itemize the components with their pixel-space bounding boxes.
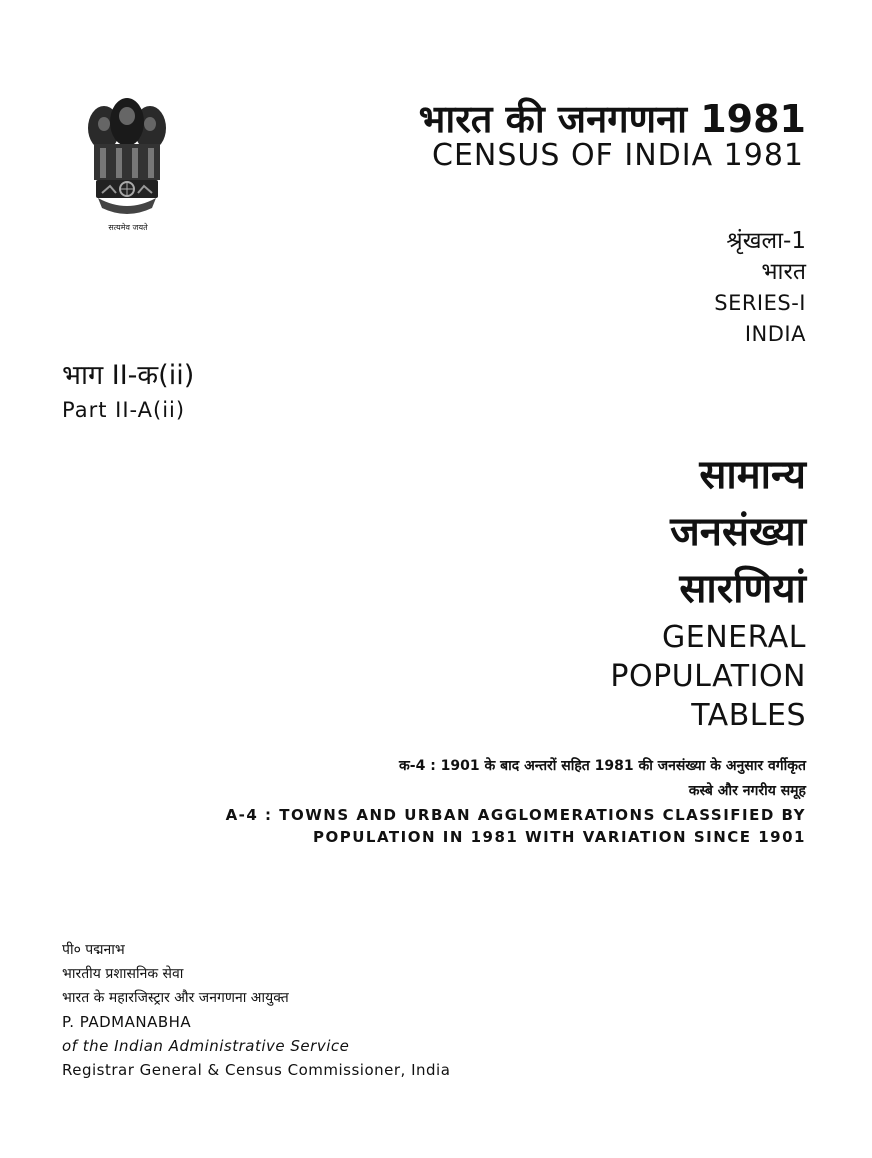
table-subtitle — [226, 754, 806, 848]
volume-title — [610, 447, 806, 735]
volume-title-hindi-line1: सामान्य — [699, 452, 806, 498]
series-hindi: श्रृंखला-1 — [726, 228, 806, 254]
author-designation-english: Registrar General & Census Commissioner, India — [62, 1061, 451, 1079]
volume-title-english-line3: TABLES — [691, 698, 806, 733]
table-subtitle-english-line2: POPULATION IN 1981 WITH VARIATION SINCE 1901 — [312, 828, 806, 846]
author-service-hindi: भारतीय प्रशासनिक सेवा — [62, 966, 184, 982]
part-english: Part II-A(ii) — [62, 398, 186, 422]
title-hindi: भारत की जनगणना 1981 — [418, 97, 806, 141]
volume-title-hindi-line2: जनसंख्या — [670, 509, 806, 555]
author-name-english: P. PADMANABHA — [62, 1013, 192, 1031]
volume-title-english-line2: POPULATION — [610, 659, 806, 694]
table-subtitle-hindi-line2: कस्बे और नगरीय समूह — [688, 783, 806, 799]
title-english: CENSUS OF INDIA 1981 — [432, 138, 804, 173]
country-english: INDIA — [744, 322, 806, 346]
author-block — [62, 938, 450, 1082]
part-hindi: भाग II-क(ii) — [62, 360, 195, 391]
table-subtitle-hindi-line1: क-4 : 1901 के बाद अन्तरों सहित 1981 की जनसंख्या के अनुसार वर्गीकृत — [399, 758, 806, 774]
author-designation-hindi: भारत के महारजिस्ट्रार और जनगणना आयुक्त — [62, 990, 289, 1006]
author-name-hindi: पी० पद्मनाभ — [62, 942, 125, 958]
table-subtitle-english-line1: A-4 : TOWNS AND URBAN AGGLOMERATIONS CLASSIFIED BY — [225, 806, 806, 824]
author-service-english: of the Indian Administrative Service — [62, 1037, 350, 1055]
series-english: SERIES-I — [714, 291, 806, 315]
volume-title-hindi-line3: सारणियां — [679, 566, 806, 612]
series-block — [714, 226, 806, 350]
emblem-motto: सत्यमेव जयते — [108, 223, 148, 232]
volume-title-english-line1: GENERAL — [662, 620, 806, 655]
part-block — [62, 358, 194, 428]
country-hindi: भारत — [761, 259, 806, 285]
state-emblem-icon — [82, 96, 172, 236]
